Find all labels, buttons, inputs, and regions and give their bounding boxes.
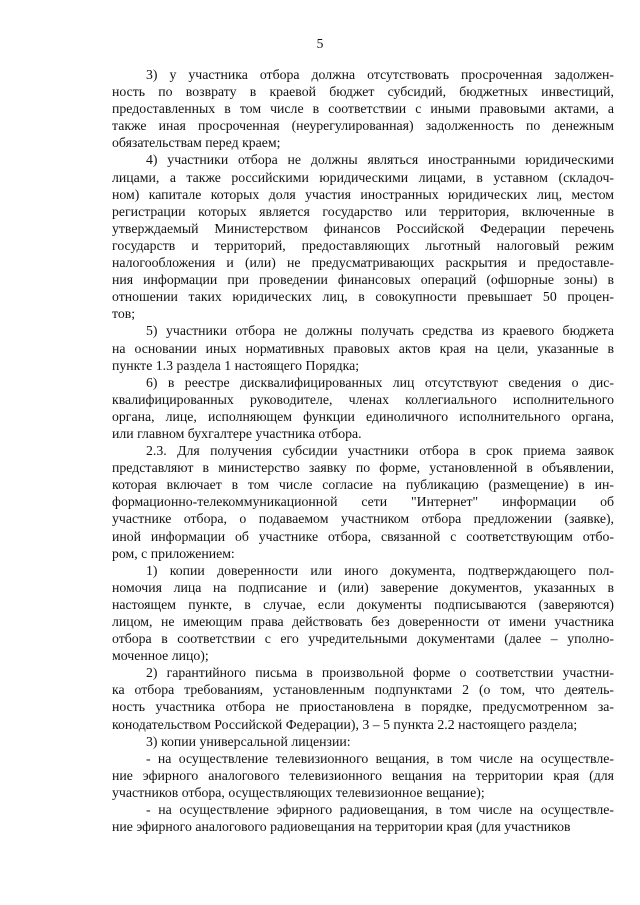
text-line: участнике отбора, о подаваемом участником отбора предложении (заявке), bbox=[112, 511, 614, 527]
paragraph-att3-license bbox=[112, 733, 614, 750]
text-line: лицом, не имеющим права действовать без доверенности от имени участника bbox=[112, 614, 614, 629]
text-line: отбора в соответствии с его учредительными документами (далее – уполно- bbox=[112, 631, 614, 647]
text-line: 1) копии доверенности или иного документа, подтверждающего пол- bbox=[146, 562, 614, 578]
text-line: настоящем пункте, в случае, если документы подписываются (заверяются) bbox=[112, 596, 614, 612]
paragraph-att3-radio bbox=[112, 801, 614, 835]
text-line: лицами, а также российскими юридическими лицами, в уставном (складоч- bbox=[112, 169, 614, 185]
text-line: участников отбора, осуществляющих телевизионное вещание); bbox=[112, 784, 485, 800]
text-line: пункте 1.3 раздела 1 настоящего Порядка; bbox=[112, 357, 360, 373]
text-line: 6) в реестре дисквалифицированных лиц отсутствуют сведения о дис- bbox=[146, 374, 614, 390]
text-line: представляют в министерство заявку по форме, установленной в объявлении, bbox=[112, 460, 614, 476]
text-line: отношении таких юридических лиц, в совокупности превышает 50 процен- bbox=[112, 289, 614, 305]
page-number: 5 bbox=[316, 36, 324, 51]
text-line: органа, лице, исполняющем функции единоличного исполнительного органа, bbox=[112, 408, 614, 424]
text-line: 3) копии универсальной лицензии: bbox=[146, 733, 351, 749]
text-line: предоставленных в том числе в соответствии с иными правовыми актами, а bbox=[112, 101, 614, 117]
text-line: ность участника отбора не приостановлена в порядке, предусмотренном за- bbox=[112, 699, 614, 715]
text-line: ка отбора требованиям, установленным подпунктами 2 (о том, что деятель- bbox=[112, 682, 614, 698]
paragraph-att3-tv bbox=[112, 750, 614, 801]
paragraph-p3-arrears bbox=[112, 66, 614, 151]
document-body bbox=[112, 66, 614, 835]
text-line: номочия лица на подписание и (или) заверение документов, указанных в bbox=[112, 579, 614, 595]
paragraph-p5-funds bbox=[112, 322, 614, 373]
text-line: - на осуществление телевизионного вещания, в том числе на осуществле- bbox=[146, 750, 614, 766]
text-line: 4) участники отбора не должны являться иностранными юридическими bbox=[146, 152, 614, 168]
paragraph-p4-foreign bbox=[112, 151, 614, 322]
text-line: государств и территорий, предоставляющих льготный налоговый режим bbox=[112, 237, 614, 253]
text-line: 3) у участника отбора должна отсутствовать просроченная задолжен- bbox=[146, 67, 614, 82]
text-line: также иная просроченная (неурегулированная) задолженность по денежным bbox=[112, 118, 614, 134]
text-line: ние эфирного аналогового радиовещания на территории края (для участников bbox=[112, 819, 571, 835]
paragraph-att1-power-of-attorney bbox=[112, 562, 614, 665]
text-line: конодательством Российской Федерации), 3 – 5 пункта 2.2 настоящего раздела; bbox=[112, 716, 578, 732]
text-line: - на осуществление эфирного радиовещания, в том числе на осуществле- bbox=[146, 802, 614, 818]
text-line: ром, с приложением: bbox=[112, 545, 235, 561]
text-line: утверждаемый Министерством финансов Российской Федерации перечень bbox=[112, 220, 614, 236]
text-line: регистрации которых является государство или территория, включенные в bbox=[112, 203, 614, 219]
text-line: ном) капитале которых доля участия иностранных юридических лиц, местом bbox=[112, 186, 614, 202]
text-line: 5) участники отбора не должны получать средства из краевого бюджета bbox=[146, 323, 614, 339]
text-line: 2.3. Для получения субсидии участники отбора в срок приема заявок bbox=[146, 443, 614, 459]
text-line: формационно-телекоммуникационной сети "Интернет" информации об bbox=[112, 494, 614, 510]
text-line: налогообложения и (или) не предусматривающих раскрытия и предоставле- bbox=[112, 255, 614, 271]
text-line: на основании иных нормативных правовых актов края на цели, указанные в bbox=[112, 340, 614, 356]
paragraph-att2-guarantee-letter bbox=[112, 664, 614, 732]
text-line: ние эфирного аналогового телевизионного вещания на территории края (для bbox=[112, 767, 614, 783]
text-line: которая включает в том числе согласие на публикацию (размещение) в ин- bbox=[112, 477, 614, 493]
text-line: ность по возврату в краевой бюджет субсидий, бюджетных инвестиций, bbox=[112, 84, 614, 100]
text-line: квалифицированных руководителе, членах коллегиального исполнительного bbox=[112, 391, 614, 407]
paragraph-p2-3-application bbox=[112, 442, 614, 562]
text-line: иной информации об участнике отбора, связанной с соответствующим отбо- bbox=[112, 528, 614, 544]
text-line: 2) гарантийного письма в произвольной форме о соответствии участни- bbox=[146, 665, 614, 681]
text-line: или главном бухгалтере участника отбора. bbox=[112, 425, 362, 441]
paragraph-p6-registry bbox=[112, 374, 614, 442]
text-line: тов; bbox=[112, 306, 136, 322]
text-line: моченное лицо); bbox=[112, 648, 209, 664]
text-line: обязательствам перед краем; bbox=[112, 135, 281, 151]
text-line: ния информации при проведении финансовых операций (офшорные зоны) в bbox=[112, 272, 614, 288]
